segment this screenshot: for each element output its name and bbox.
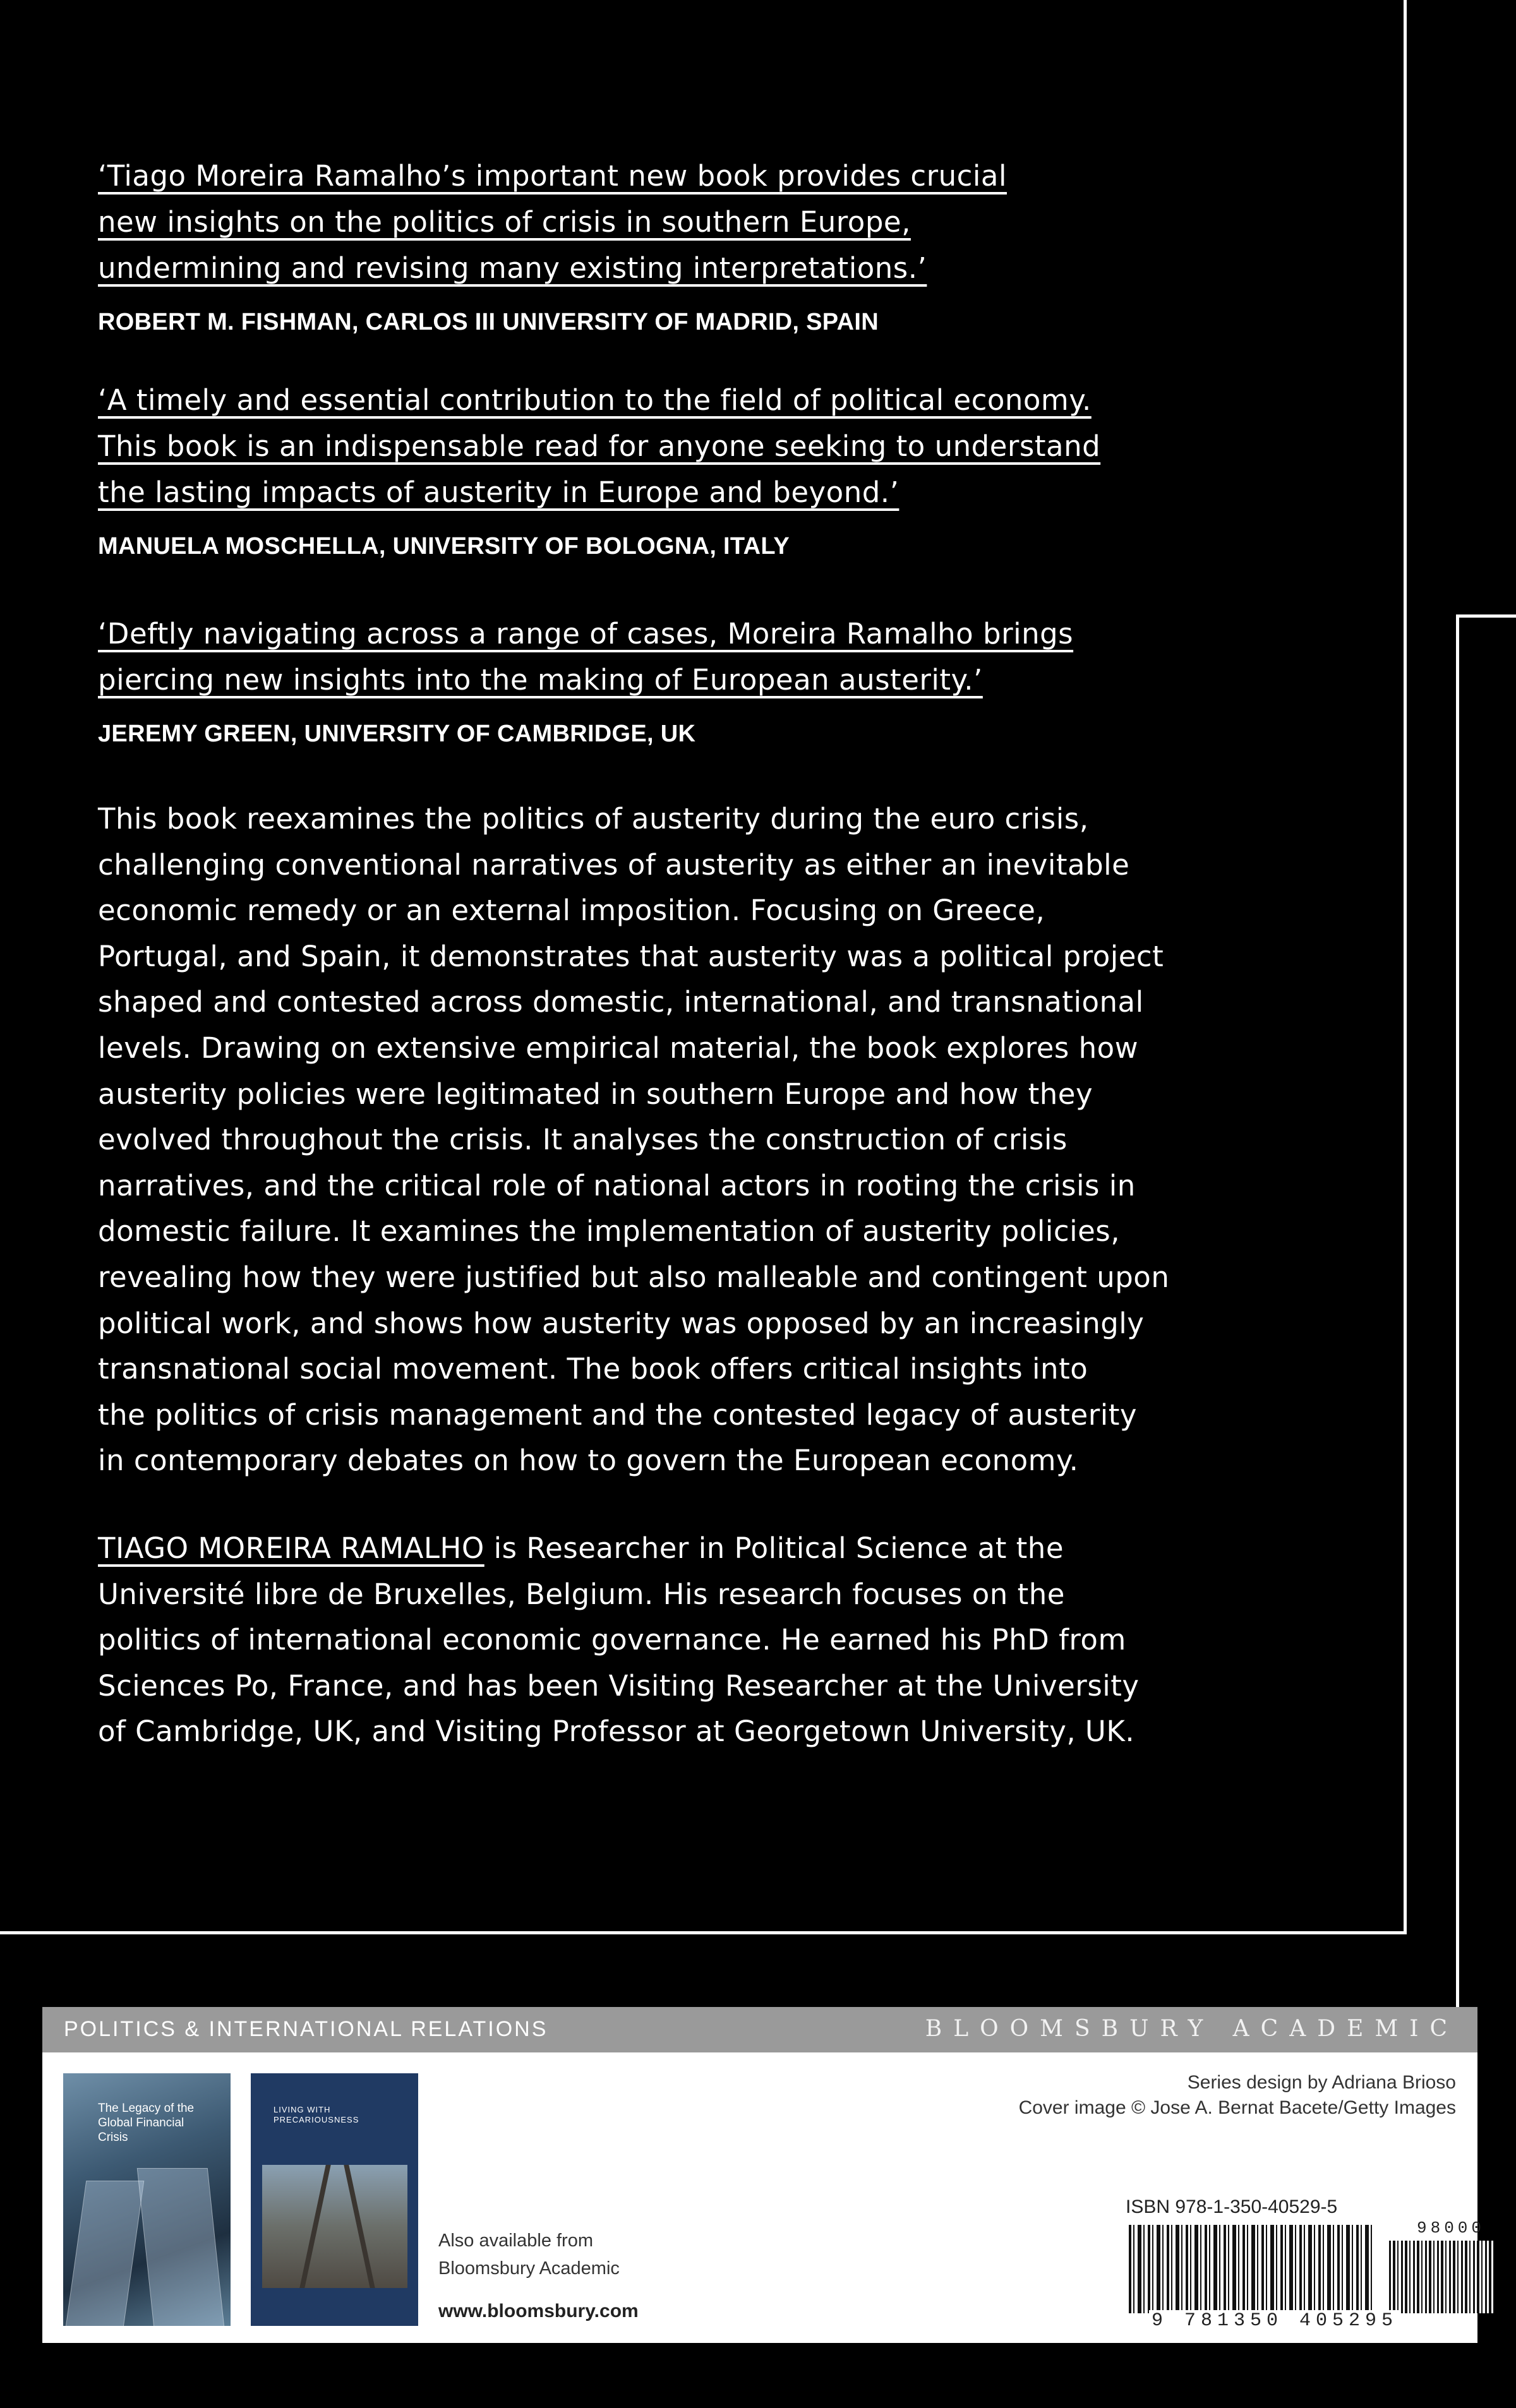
book-description [98,796,1210,1484]
bio-line: is Researcher in Political Science at the [484,1531,1064,1565]
rail-icon [344,2165,375,2288]
publisher-wordmark: BLOOMSBURY ACADEMIC [925,2016,1459,2042]
description-line: the politics of crisis management and the contested legacy of austerity [98,1398,1137,1432]
related-book-cover-2 [251,2073,418,2326]
quote-attribution: ROBERT M. FISHMAN, CARLOS III UNIVERSITY OF MADRID, SPAIN [98,309,879,335]
building-glass-icon [66,2181,145,2326]
quote-line: ‘Deftly navigating across a range of cases, Moreira Ramalho brings [98,617,1074,650]
quote-line: new insights on the politics of crisis in southern Europe, [98,205,911,239]
description-line: political work, and shows how austerity was opposed by an increasingly [98,1306,1145,1340]
quote-line: This book is an indispensable read for anyone seeking to understand [98,429,1101,463]
quote-line: undermining and revising many existing interpretations.’ [98,251,927,285]
frame-line-right-vertical [1404,0,1407,1934]
frame-line-spine-vertical [1456,614,1459,2009]
publisher-website-link[interactable]: www.bloomsbury.com [438,2301,639,2321]
frame-line-bottom-horizontal [0,1931,1407,1934]
series-bar [42,2007,1477,2052]
cover-credits [1019,2070,1456,2121]
description-line: economic remedy or an external imposition. Focusing on Greece, [98,894,1045,928]
description-line: shaped and contested across domestic, international, and transnational [98,985,1144,1019]
endorsement-1 [98,153,1210,336]
barcode-digits: 9 781350 405295 [1149,2310,1400,2332]
related-book-title: LIVING WITH PRECARIOUSNESS [274,2105,359,2124]
also-available-line: Also available from [438,2231,593,2251]
railway-photo-icon [262,2165,407,2288]
description-line: in contemporary debates on how to govern the European economy. [98,1444,1079,1478]
quote-line: ‘Tiago Moreira Ramalho’s important new book provides crucial [98,159,1007,193]
description-line: austerity policies were legitimated in southern Europe and how they [98,1077,1093,1111]
building-glass-icon [137,2168,224,2326]
description-line: This book reexamines the politics of austerity during the euro crisis, [98,802,1089,836]
author-bio [98,1526,1210,1755]
quote-attribution: MANUELA MOSCHELLA, UNIVERSITY OF BOLOGNA, ITALY [98,533,790,560]
series-label: POLITICS & INTERNATIONAL RELATIONS [64,2017,548,2041]
endorsement-3 [98,611,1210,748]
description-line: Portugal, and Spain, it demonstrates that austerity was a political project [98,939,1164,973]
author-name: TIAGO MOREIRA RAMALHO [98,1531,484,1565]
barcode-addon-digits: 98000 [1417,2219,1486,2237]
description-line: revealing how they were justified but also malleable and contingent upon [98,1260,1170,1294]
isbn-text: ISBN 978-1-350-40529-5 [1126,2196,1338,2217]
bio-line: of Cambridge, UK, and Visiting Professor at Georgetown University, UK. [98,1715,1135,1749]
quote-attribution: JEREMY GREEN, UNIVERSITY OF CAMBRIDGE, UK [98,721,696,747]
description-line: evolved throughout the crisis. It analyses the construction of crisis [98,1123,1068,1157]
frame-line-spine-horizontal [1456,614,1516,618]
quote-line: the lasting impacts of austerity in Europe and beyond.’ [98,476,899,509]
description-line: levels. Drawing on extensive empirical material, the book explores how [98,1031,1139,1065]
related-book-title: The Legacy of the Global Financial Crisis [98,2102,195,2144]
quote-line: piercing new insights into the making of European austerity.’ [98,663,983,697]
barcode-addon-icon [1389,2241,1493,2313]
barcode-icon [1129,2225,1375,2313]
description-line: transnational social movement. The book offers critical insights into [98,1352,1088,1386]
cover-image-credit: Cover image © Jose A. Bernat Bacete/Getty Images [1018,2097,1456,2118]
also-available-line: Bloomsbury Academic [438,2258,620,2279]
series-design-credit: Series design by Adriana Brioso [1187,2072,1456,2093]
description-line: narratives, and the critical role of national actors in rooting the crisis in [98,1168,1136,1202]
related-book-cover-1 [63,2073,231,2326]
also-available-text [438,2227,620,2282]
quote-line: ‘A timely and essential contribution to the field of political economy. [98,383,1092,417]
publisher-panel [42,2007,1486,2343]
description-line: challenging conventional narratives of austerity as either an inevitable [98,848,1130,882]
endorsement-2 [98,377,1210,560]
bio-line: politics of international economic governance. He earned his PhD from [98,1623,1126,1657]
rail-icon [299,2165,330,2288]
description-line: domestic failure. It examines the implementation of austerity policies, [98,1214,1121,1249]
bio-line: Université libre de Bruxelles, Belgium. His research focuses on the [98,1577,1065,1611]
bio-line: Sciences Po, France, and has been Visiting Researcher at the University [98,1668,1140,1703]
